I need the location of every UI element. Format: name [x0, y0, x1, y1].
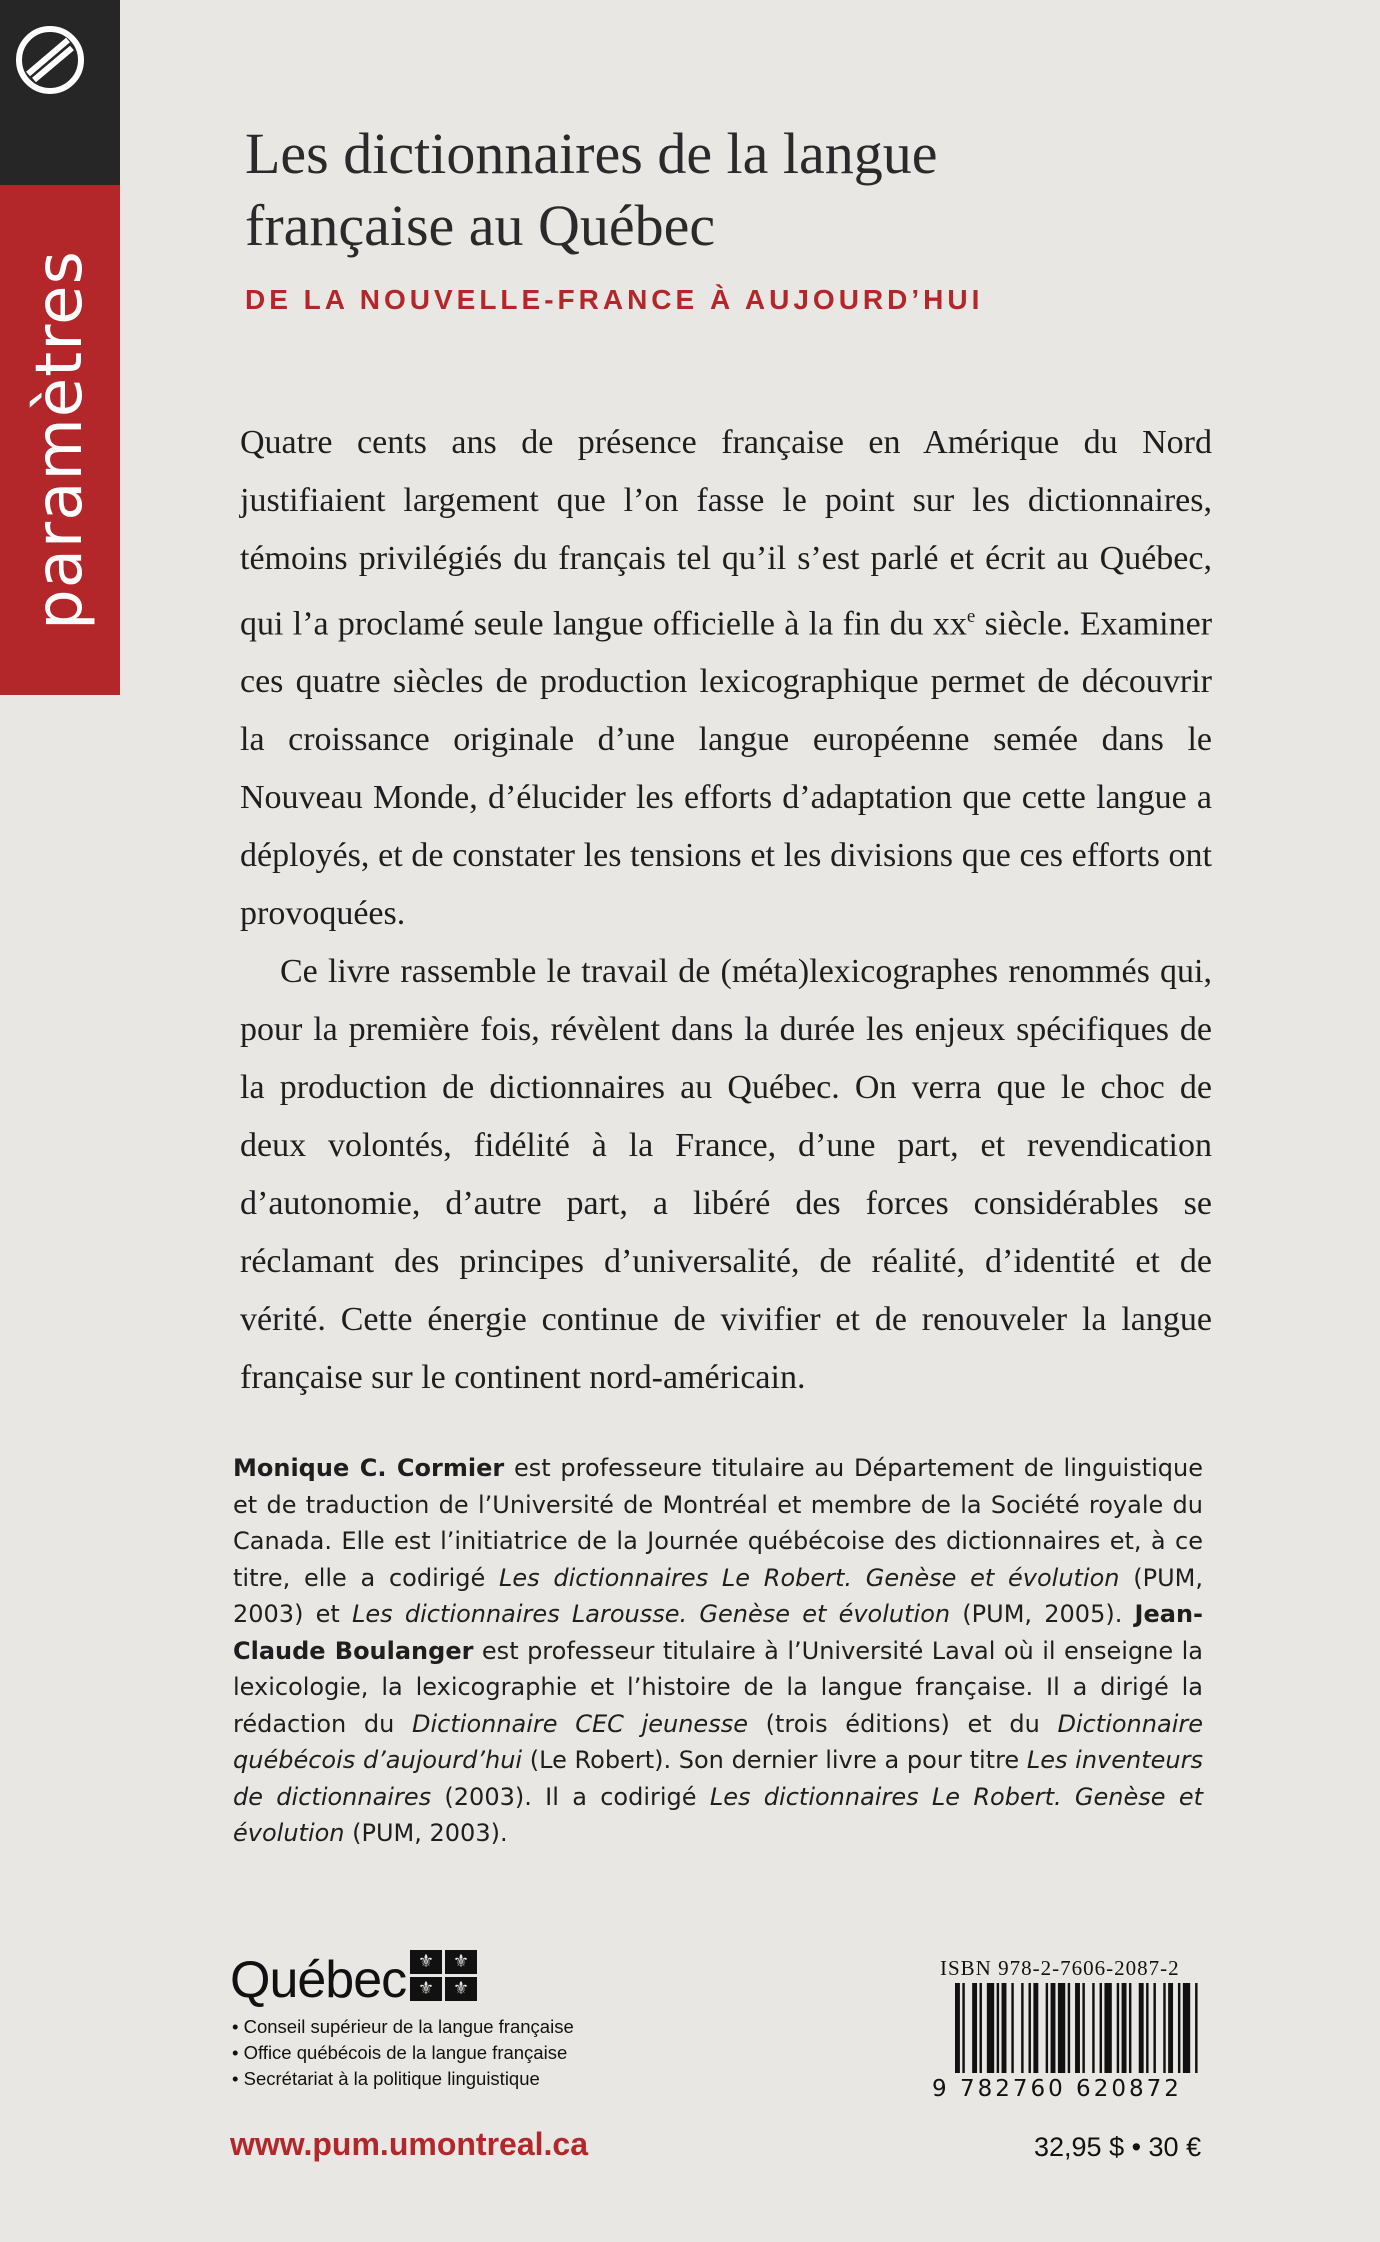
series-label: paramètres	[23, 250, 97, 630]
blurb	[240, 414, 1212, 1407]
book-subtitle: DE LA NOUVELLE-FRANCE À AUJOURD’HUI	[245, 284, 984, 315]
series-spine	[0, 0, 120, 695]
isbn-label: ISBN 978-2-7606-2087-2	[940, 1956, 1180, 1980]
blurb-paragraph-2: Ce livre rassemble le travail de (méta)lexicographes renommés qui, pour la première fois, révèlent dans la durée les enjeux spécifiques de la production de dictionnaires au Québec. On verra que le choc de deux volontés, fidélité à la France, d’une part, et revendication d’autonomie, d’autre part, a libéré des forces considérables se réclamant des principes d’universalité, de réalité, d’identité et de vérité. Cette énergie continue de vivifier et de renouveler la langue française sur le continent nord-américain.	[240, 953, 1212, 1397]
barcode-number: 9 782760 620872	[932, 2076, 1182, 2102]
quebec-flag-icon: ⚜ ⚜ ⚜ ⚜	[410, 1950, 477, 2001]
author-name: Jean-Claude Boulanger	[233, 1600, 1203, 1665]
circle-emblem-icon	[14, 24, 86, 96]
barcode	[955, 1983, 1200, 2073]
quebec-wordmark: Québec	[230, 1951, 407, 2009]
list-item: • Secrétariat à la politique linguistique	[232, 2068, 540, 2089]
quebec-logo	[230, 1950, 470, 2010]
price-label: 32,95 $ • 30 €	[1034, 2132, 1202, 2162]
website-link[interactable]: www.pum.umontreal.ca	[230, 2126, 588, 2162]
author-bios: Monique C. Cormier est professeure titulaire au Département de linguistique et de traduction de l’Université de Montréal et membre de la Société royale du Canada. Elle est l’initiatrice de la Journée québécoise des dictionnaires et, à ce titre, elle a codirigé Les dictionnaires Le Robert. Genèse et évolution (PUM, 2003) et Les dictionnaires Larousse. Genèse et évolution (PUM, 2005). Jean-Claude Boulanger est professeur titulaire à l’Université Laval où il enseigne la lexicologie, la lexicographie et l’histoire de la langue française. Il a dirigé la rédaction du Dictionnaire CEC jeunesse (trois éditions) et du Dictionnaire québécois d’aujourd’hui (Le Robert). Son dernier livre a pour titre Les inventeurs de dictionnaires (2003). Il a codirigé Les dictionnaires Le Robert. Genèse et évolution (PUM, 2003).	[233, 1454, 1204, 1847]
author-name: Monique C. Cormier	[233, 1454, 505, 1482]
list-item: • Conseil supérieur de la langue française	[232, 2016, 574, 2037]
blurb-paragraph-1: Quatre cents ans de présence française en Amérique du Nord justifiaient largement que l’on fasse le point sur les dictionnaires, témoins privilégiés du français tel qu’il s’est parlé et écrit au Québec, qui l’a proclamé seule langue officielle à la fin du $xx^e$ siècle. Examiner ces quatre siècles de production lexicographique permet de découvrir la croissance originale d’une langue européenne semée dans le Nouveau Monde, d’élucider les efforts d’adaptation que cette langue a déployés, et de constater les tensions et les divisions que ces efforts ont provoquées.	[240, 424, 1213, 933]
agency-list	[232, 2014, 574, 2092]
list-item: • Office québécois de la langue française	[232, 2042, 568, 2063]
book-title: Les dictionnaires de la langue française au Québec	[245, 121, 938, 258]
